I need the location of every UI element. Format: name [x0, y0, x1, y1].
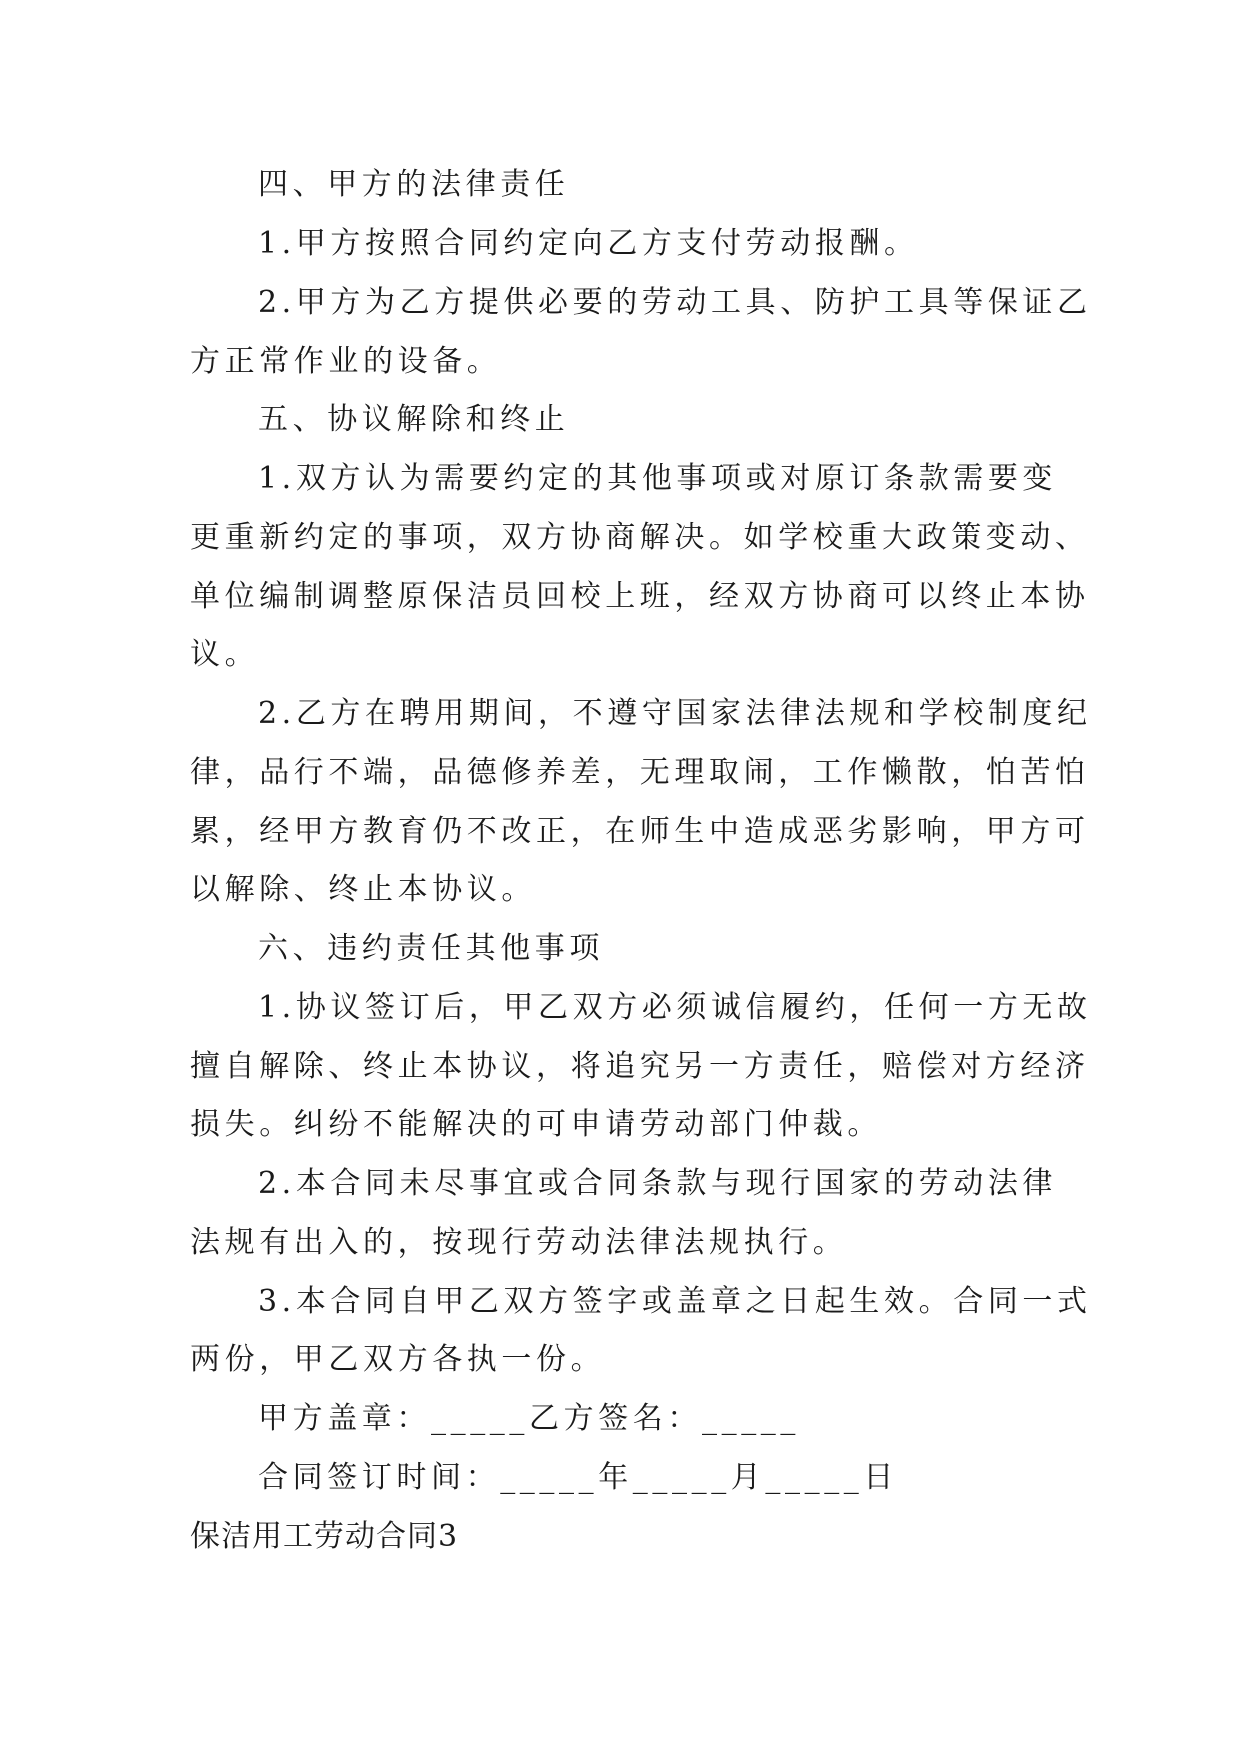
- clause-5-1-line-4: 议。: [190, 637, 260, 672]
- clause-5-1-line-1: 1.双方认为需要约定的其他事项或对原订条款需要变: [258, 461, 1058, 496]
- next-document-title: 保洁用工劳动合同3: [190, 1519, 459, 1554]
- section-heading-5: 五、协议解除和终止: [258, 402, 570, 437]
- clause-5-2-line-3: 累，经甲方教育仍不改正，在师生中造成恶劣影响，甲方可: [190, 814, 1090, 849]
- clause-5-2-line-2: 律，品行不端，品德修养差，无理取闹，工作懒散，怕苦怕: [190, 755, 1090, 790]
- section-heading-4: 四、甲方的法律责任: [258, 167, 570, 202]
- clause-6-2-line-2: 法规有出入的，按现行劳动法律法规执行。: [190, 1225, 848, 1260]
- clause-4-2-line-2: 方正常作业的设备。: [190, 344, 502, 379]
- clause-6-1-line-1: 1.协议签订后，甲乙双方必须诚信履约，任何一方无故: [258, 990, 1092, 1025]
- clause-5-1-line-3: 单位编制调整原保洁员回校上班，经双方协商可以终止本协: [190, 579, 1090, 614]
- clause-5-2-line-1: 2.乙方在聘用期间，不遵守国家法律法规和学校制度纪: [258, 696, 1092, 731]
- signing-date-line: 合同签订时间：_____年_____月_____日: [258, 1460, 898, 1495]
- clause-4-2-line-1: 2.甲方为乙方提供必要的劳动工具、防护工具等保证乙: [258, 285, 1092, 320]
- signature-line: 甲方盖章：_____乙方签名：_____: [258, 1401, 800, 1436]
- clause-5-1-line-2: 更重新约定的事项，双方协商解决。如学校重大政策变动、: [190, 520, 1090, 555]
- clause-4-1: 1.甲方按照合同约定向乙方支付劳动报酬。: [258, 226, 919, 261]
- clause-6-3-line-2: 两份，甲乙双方各执一份。: [190, 1342, 606, 1377]
- clause-5-2-line-4: 以解除、终止本协议。: [190, 872, 536, 907]
- clause-6-1-line-3: 损失。纠纷不能解决的可申请劳动部门仲裁。: [190, 1107, 882, 1142]
- clause-6-3-line-1: 3.本合同自甲乙双方签字或盖章之日起生效。合同一式: [258, 1284, 1092, 1319]
- clause-6-1-line-2: 擅自解除、终止本协议，将追究另一方责任，赔偿对方经济: [190, 1049, 1090, 1084]
- clause-6-2-line-1: 2.本合同未尽事宜或合同条款与现行国家的劳动法律: [258, 1166, 1058, 1201]
- section-heading-6: 六、违约责任其他事项: [258, 931, 604, 966]
